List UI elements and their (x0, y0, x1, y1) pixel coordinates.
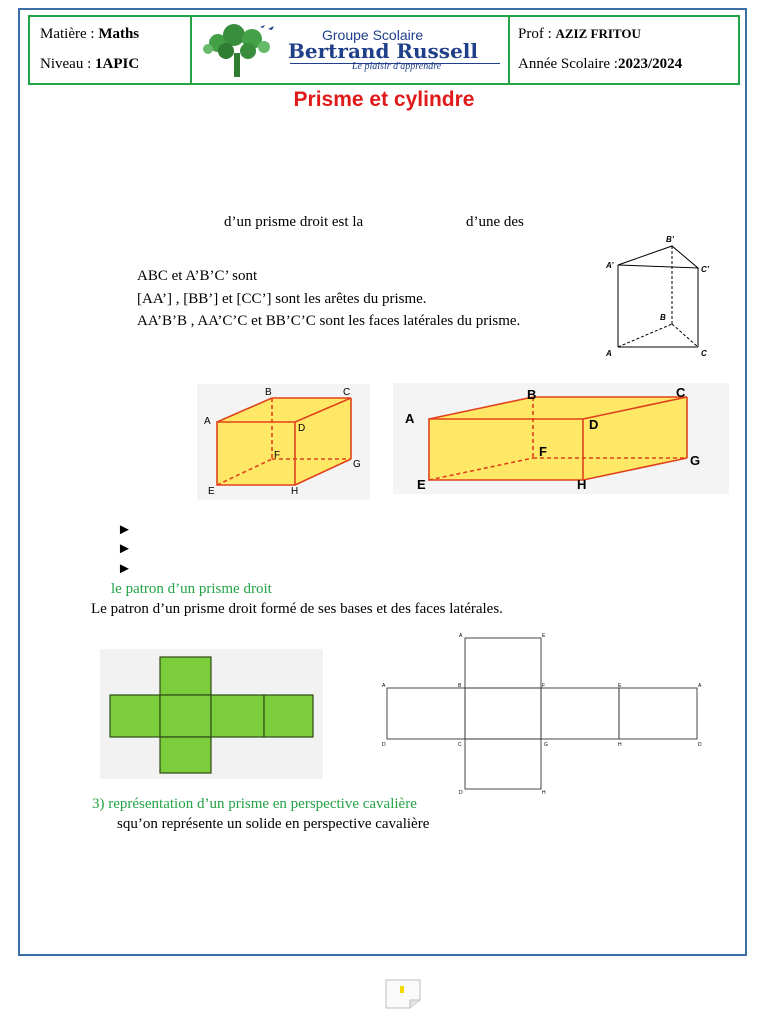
net-label-e-top: E (542, 633, 546, 639)
definition-part2: d’une des (466, 214, 524, 230)
small-label-d: D (298, 423, 306, 434)
header-left-cell (30, 17, 192, 83)
definition-part1: d’un prisme droit est la (224, 214, 364, 230)
green-net-figure (100, 649, 323, 779)
net-label-d-left: D (382, 742, 386, 748)
subject-label: Matière : (40, 26, 99, 42)
bases-line: ABC et A’B’C’ sont (137, 268, 258, 284)
small-label-h: H (291, 486, 299, 497)
logo-line1: Groupe Scolaire (322, 27, 424, 43)
level-label: Niveau : (40, 56, 95, 72)
small-box-figure (197, 384, 370, 500)
small-label-b: B (265, 387, 272, 398)
label-c-prime: C’ (701, 265, 709, 274)
net-label-h-mid: H (618, 742, 622, 748)
school-logo (192, 17, 510, 83)
small-label-g: G (353, 459, 361, 470)
large-label-g: G (690, 453, 701, 468)
year-line (518, 53, 738, 83)
net-label-b: B (458, 683, 462, 689)
bullet-2: ► (117, 541, 132, 557)
triangular-prism-figure (600, 232, 725, 364)
prof-line (518, 23, 738, 53)
large-label-e: E (417, 477, 426, 492)
header-table (28, 15, 740, 85)
bullet-3: ► (117, 561, 132, 577)
perspective-title: 3) représentation d’un prisme en perspective cavalière (92, 796, 417, 812)
net-label-g: G (544, 742, 548, 748)
faces-line: AA’B’B , AA’C’C et BB’C’C sont les faces latérales du prisme. (137, 313, 521, 329)
net-label-a-left: A (382, 683, 386, 689)
large-label-b: B (527, 387, 537, 402)
large-box-figure (393, 383, 729, 494)
net-label-d-right: D (698, 742, 702, 748)
label-c: C (701, 349, 707, 358)
logo-line2: Bertrand Russell (288, 39, 478, 63)
logo-line3: Le plaisir d'apprendre (352, 61, 442, 72)
large-label-f: F (539, 444, 547, 459)
level-value: 1APIC (94, 56, 140, 72)
small-label-c: C (343, 387, 351, 398)
net-label-c: C (458, 742, 462, 748)
net-label-h-bottom: H (542, 790, 546, 796)
document-page-icon (384, 978, 422, 1010)
header-right-cell (510, 17, 738, 83)
large-label-a: A (405, 411, 415, 426)
small-label-f: F (274, 450, 281, 461)
label-a: A (606, 349, 612, 358)
tree-logo-icon (198, 23, 278, 79)
large-label-d: D (589, 417, 599, 432)
outline-net-figure (378, 630, 711, 796)
net-label-d-bottom: D (459, 790, 463, 796)
page-title: Prisme et cylindre (293, 88, 475, 111)
prof-value: AZIZ FRITOU (555, 26, 641, 41)
label-a-prime: A’ (606, 261, 614, 270)
net-label-a-top: A (459, 633, 463, 639)
large-label-c: C (676, 385, 686, 400)
edges-line: [AA’] , [BB’] et [CC’] sont les arêtes du prisme. (137, 291, 427, 307)
net-label-e-mid: E (618, 683, 622, 689)
net-label-f: F (542, 683, 546, 689)
prof-label: Prof : (518, 26, 556, 42)
subject-value: Maths (98, 26, 140, 42)
subject-line (40, 23, 190, 53)
year-label: Année Scolaire : (518, 56, 618, 72)
bullet-1: ► (117, 522, 132, 538)
perspective-text: squ’on représente un solide en perspective cavalière (117, 816, 430, 832)
small-label-a: A (204, 416, 211, 427)
patron-text: Le patron d’un prisme droit formé de ses bases et des faces latérales. (91, 601, 503, 617)
year-value: 2023/2024 (617, 56, 683, 72)
net-label-a-right: A (698, 683, 702, 689)
label-b: B (660, 313, 666, 322)
small-label-e: E (208, 486, 215, 497)
large-label-h: H (577, 477, 587, 492)
patron-title: le patron d’un prisme droit (111, 581, 272, 597)
label-b-prime: B’ (666, 235, 674, 244)
level-line (40, 53, 190, 83)
